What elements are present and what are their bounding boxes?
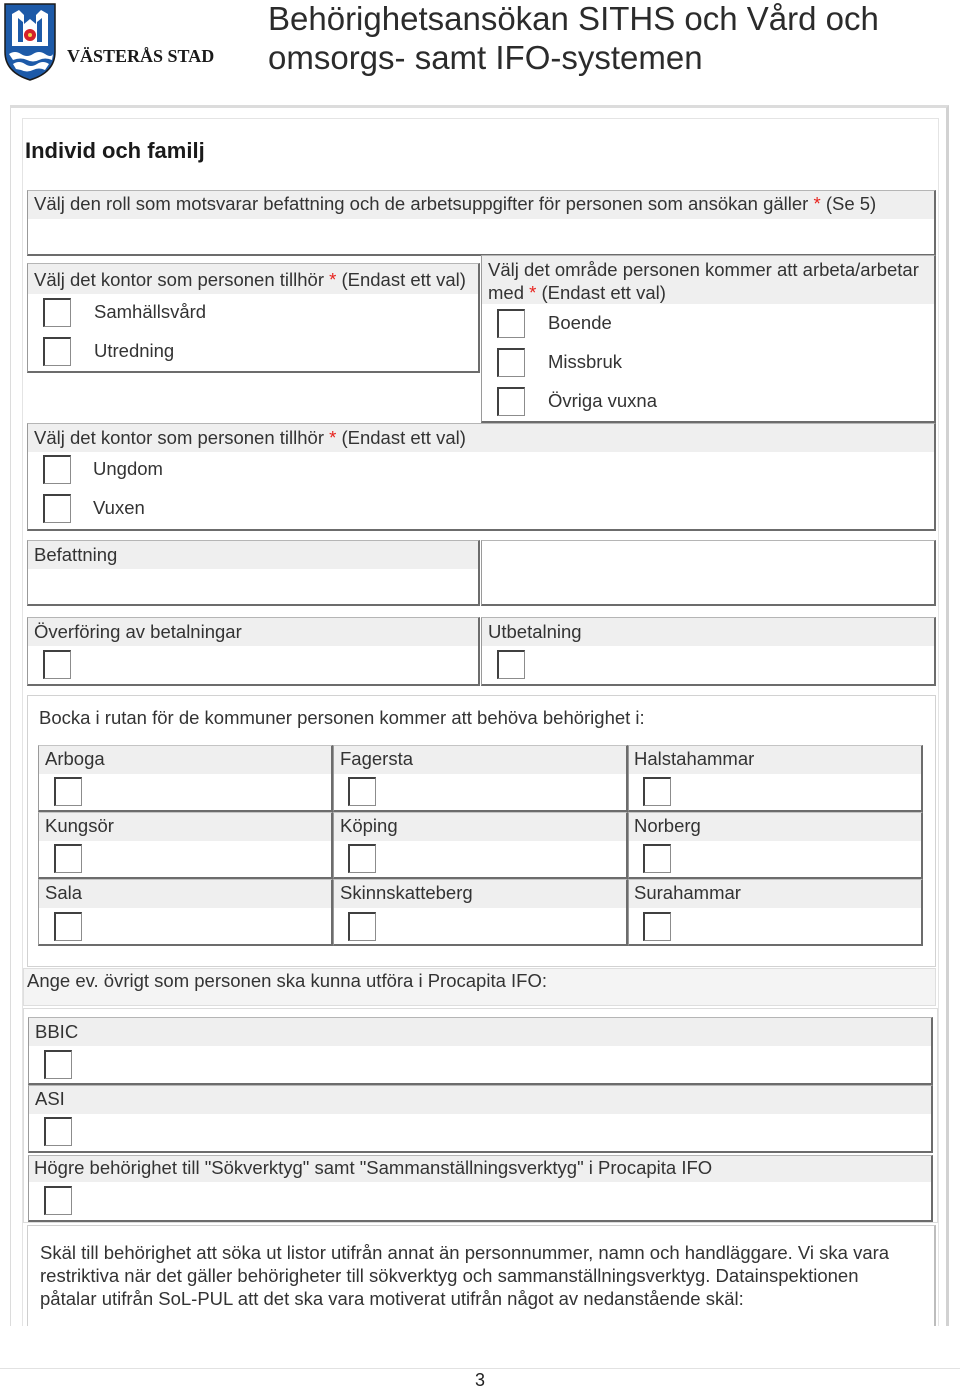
required-mark: *	[329, 427, 337, 448]
role-note: (Se 5)	[825, 193, 877, 214]
bbic-group	[28, 1017, 933, 1085]
checkbox-utbetalning[interactable]	[497, 650, 525, 679]
transfer-label: Överföring av betalningar	[34, 621, 242, 642]
checkbox-samhallsvard[interactable]	[43, 298, 71, 327]
kommun-label-halstahammar: Halstahammar	[634, 748, 755, 769]
kommun-cell-norberg	[628, 812, 923, 879]
checkbox-bbic[interactable]	[44, 1050, 72, 1079]
bbic-label: BBIC	[35, 1021, 79, 1042]
role-group	[27, 190, 936, 256]
office-2-label	[34, 427, 466, 449]
payout-group	[481, 617, 936, 686]
checkbox-ovriga-vuxna[interactable]	[497, 387, 525, 416]
office-2-label-text: Välj det kontor som personen tillhör	[34, 427, 324, 448]
area-group	[481, 255, 936, 423]
role-label	[34, 193, 876, 215]
kommun-cell-fagersta	[333, 745, 628, 812]
office-1-label	[34, 269, 466, 291]
office-group-1	[27, 263, 480, 373]
required-mark: *	[529, 282, 537, 303]
area-note: (Endast ett val)	[541, 282, 666, 303]
search-tools-label: Högre behörighet till "Sökverktyg" samt "Sammanställningsverktyg" i Procapita IFO	[34, 1157, 713, 1178]
kommun-cell-arboga	[38, 745, 333, 812]
required-mark: *	[813, 193, 821, 214]
coat-of-arms-logo	[3, 2, 57, 82]
befattning-group	[27, 540, 480, 606]
checkbox-arboga[interactable]	[54, 777, 82, 806]
befattning-label: Befattning	[34, 544, 118, 565]
bbic-label-row	[29, 1018, 931, 1046]
befattning-extra-input[interactable]	[481, 540, 936, 606]
checkbox-surahammar[interactable]	[643, 912, 671, 941]
reason-text: Skäl till behörighet att söka ut listor utifrån annat än personnummer, namn och handläggare. Vi ska vara restriktiva när det gäller behörigheter till sökverktyg och sammanställningsverktyg. Datainspektionen påtalar utifrån SoL-PUL att det ska vara motiverat utifrån något av nedanstående skäl:	[40, 1242, 890, 1309]
asi-label-row	[29, 1086, 931, 1114]
checkbox-fagersta[interactable]	[348, 777, 376, 806]
option-label-vuxen: Vuxen	[93, 497, 145, 518]
checkbox-utredning[interactable]	[43, 337, 71, 366]
kommun-label-fagersta: Fagersta	[340, 748, 414, 769]
procapita-heading: Ange ev. övrigt som personen ska kunna utföra i Procapita IFO:	[27, 970, 547, 991]
checkbox-asi[interactable]	[44, 1117, 72, 1146]
checkbox-kungsor[interactable]	[54, 844, 82, 873]
kommun-label-row	[39, 880, 331, 908]
checkbox-search-tools[interactable]	[44, 1186, 72, 1215]
checkbox-vuxen[interactable]	[43, 494, 71, 523]
befattning-input[interactable]	[28, 569, 478, 604]
option-label-ungdom: Ungdom	[93, 458, 163, 479]
kommun-cell-skinnskatteberg	[333, 879, 628, 946]
kommun-cell-halstahammar	[628, 745, 923, 812]
checkbox-norberg[interactable]	[643, 844, 671, 873]
office-2-note: (Endast ett val)	[341, 427, 466, 448]
kommun-label-norberg: Norberg	[634, 815, 701, 836]
asi-group	[28, 1085, 933, 1153]
checkbox-koping[interactable]	[348, 844, 376, 873]
kommun-label-skinnskatteberg: Skinnskatteberg	[340, 882, 473, 903]
kommun-cell-koping	[333, 812, 628, 879]
role-input[interactable]	[28, 219, 934, 254]
document-title-line-1: Behörighetsansökan SITHS och Vård och	[268, 0, 879, 37]
checkbox-overforing-av-betalningar[interactable]	[43, 650, 71, 679]
role-label-text: Välj den roll som motsvarar befattning och de arbetsuppgifter för personen som ansökan gäller	[34, 193, 809, 214]
kommun-label-surahammar: Surahammar	[634, 882, 741, 903]
checkbox-ungdom[interactable]	[43, 455, 71, 484]
kommun-label-kungsor: Kungsör	[45, 815, 114, 836]
asi-label: ASI	[35, 1088, 65, 1109]
checkbox-skinnskatteberg[interactable]	[348, 912, 376, 941]
option-label-boende: Boende	[548, 312, 612, 333]
option-label-missbruk: Missbruk	[548, 351, 623, 372]
kommun-label-arboga: Arboga	[45, 748, 105, 769]
option-label-samhallsvard: Samhällsvård	[94, 301, 207, 322]
checkbox-boende[interactable]	[497, 309, 525, 338]
option-label-ovriga-vuxna: Övriga vuxna	[548, 390, 657, 411]
office-group-2	[27, 423, 936, 531]
office-1-label-text: Välj det kontor som personen tillhör	[34, 269, 324, 290]
checkbox-sala[interactable]	[54, 912, 82, 941]
checkbox-missbruk[interactable]	[497, 348, 525, 377]
kommun-cell-kungsor	[38, 812, 333, 879]
checkbox-halstahammar[interactable]	[643, 777, 671, 806]
office-1-note: (Endast ett val)	[341, 269, 466, 290]
kommun-cell-surahammar	[628, 879, 923, 946]
transfer-group	[27, 617, 480, 686]
logo-wordmark: VÄSTERÅS STAD	[67, 46, 215, 66]
section-title: Individ och familj	[25, 138, 205, 163]
option-label-utredning: Utredning	[94, 340, 175, 361]
search-tools-group	[28, 1155, 933, 1222]
document-title-line-2: omsorgs- samt IFO-systemen	[268, 39, 703, 76]
area-label-text: Välj det område personen kommer att arbeta/arbetar med	[488, 259, 919, 303]
kommun-cell-sala	[38, 879, 333, 946]
payout-label: Utbetalning	[488, 621, 582, 642]
area-label	[488, 258, 930, 304]
kommun-label-koping: Köping	[340, 815, 398, 836]
page-number: 3	[474, 1370, 485, 1389]
kommuner-instruction: Bocka i rutan för de kommuner personen kommer att behöva behörighet i:	[39, 707, 645, 728]
required-mark: *	[329, 269, 337, 290]
kommun-label-sala: Sala	[45, 882, 83, 903]
